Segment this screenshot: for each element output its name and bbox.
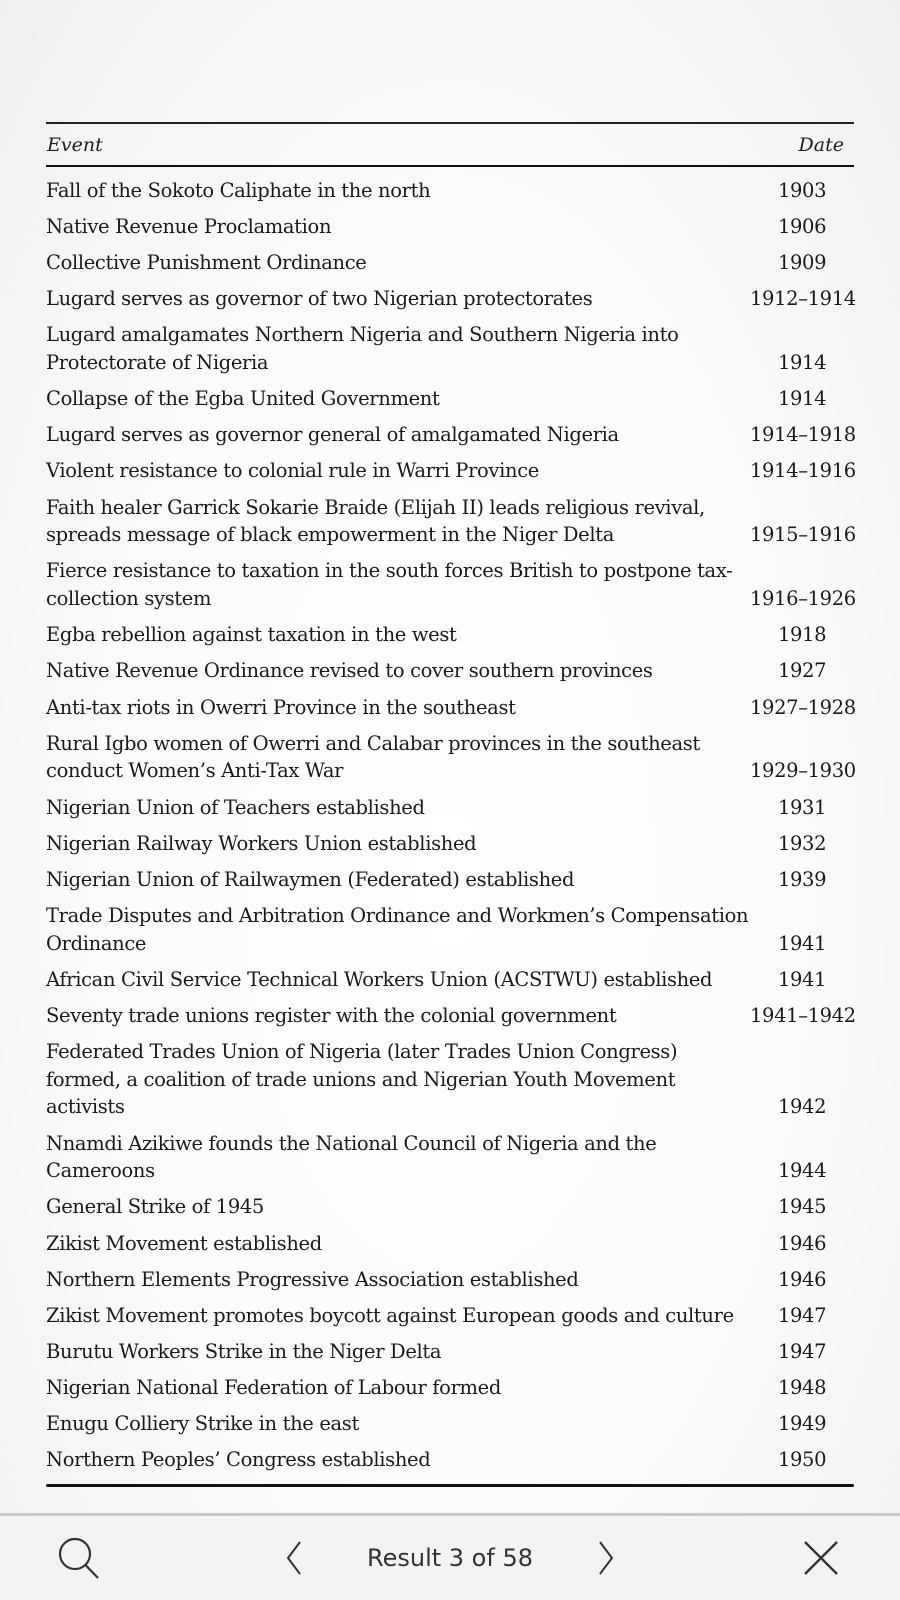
date-cell: 1914 [777, 387, 827, 411]
table-row [46, 457, 854, 485]
table-row [46, 694, 854, 722]
date-cell: 1915–1916 [750, 523, 856, 547]
table-row [46, 1446, 854, 1474]
date-cell: 1946 [777, 1267, 827, 1291]
table-row [46, 621, 854, 649]
event-cell: Enugu Colliery Strike in the east [46, 1412, 359, 1435]
table-row [46, 1230, 854, 1258]
event-cell: Zikist Movement established [46, 1231, 322, 1255]
date-cell: 1939 [777, 867, 827, 891]
event-cell: General Strike of 1945 [46, 1195, 264, 1219]
event-cell: Lugard serves as governor of two Nigerian protectorates [46, 287, 593, 311]
table-row [46, 1266, 854, 1294]
event-cell: Nigerian Railway Workers Union established [46, 831, 477, 855]
event-cell: Fierce resistance to taxation in the south forces British to postpone tax-collection system [46, 559, 733, 611]
event-cell: Burutu Workers Strike in the Niger Delta [46, 1339, 442, 1363]
date-cell: 1912–1914 [750, 287, 856, 311]
date-cell: 1944 [777, 1159, 827, 1183]
event-cell: Collapse of the Egba United Government [46, 387, 440, 411]
table-row [46, 213, 854, 241]
event-cell: Nigerian Union of Teachers established [46, 795, 425, 819]
date-cell: 1909 [777, 251, 827, 275]
result-counter: Result 3 of 58 [367, 1544, 533, 1572]
event-cell: Lugard serves as governor general of amalgamated Nigeria [46, 423, 619, 447]
table-bottom-rule [46, 1484, 854, 1487]
table-header [46, 124, 854, 165]
table-row [46, 285, 854, 313]
event-cell: Collective Punishment Ordinance [46, 251, 367, 275]
date-cell: 1941–1942 [750, 1003, 856, 1027]
date-cell: 1914–1918 [750, 423, 856, 447]
table-row [46, 1410, 854, 1438]
timeline-table [46, 122, 854, 1487]
next-result-button[interactable] [588, 1516, 624, 1600]
table-row [46, 421, 854, 449]
event-cell: Faith healer Garrick Sokarie Braide (Elijah II) leads religious revival, spreads message of black empowerment in the Niger Delta [46, 495, 705, 547]
date-cell: 1950 [777, 1448, 827, 1472]
table-row [46, 1130, 854, 1186]
date-cell: 1949 [777, 1412, 827, 1435]
table-row [46, 1374, 854, 1402]
table-row [46, 794, 854, 822]
table-row [46, 249, 854, 277]
table-row [46, 902, 854, 958]
event-cell: Fall of the Sokoto Caliphate in the north [46, 179, 431, 202]
date-cell: 1914 [777, 351, 827, 375]
event-cell: Anti-tax riots in Owerri Province in the southeast [46, 695, 516, 719]
search-icon [55, 1534, 103, 1582]
table-row [46, 1038, 854, 1121]
date-cell: 1916–1926 [750, 587, 856, 611]
date-cell: 1948 [777, 1375, 827, 1399]
date-cell: 1914–1916 [750, 459, 856, 483]
close-button[interactable] [796, 1516, 846, 1600]
table-row [46, 966, 854, 994]
date-cell: 1927 [777, 659, 827, 683]
close-icon [801, 1538, 841, 1578]
date-cell: 1946 [777, 1231, 827, 1255]
table-row [46, 1193, 854, 1221]
header-event: Event [47, 133, 103, 156]
table-row [46, 1002, 854, 1030]
event-cell: Northern Elements Progressive Association established [46, 1267, 579, 1291]
date-cell: 1931 [777, 795, 827, 819]
date-cell: 1942 [777, 1095, 827, 1119]
date-cell: 1929–1930 [750, 759, 856, 783]
date-cell: 1945 [777, 1195, 827, 1219]
event-cell: Nigerian National Federation of Labour formed [46, 1375, 502, 1399]
event-cell: Federated Trades Union of Nigeria (later Trades Union Congress) formed, a coalition of trade unions and Nigerian Youth Movement activists [46, 1039, 678, 1119]
table-row [46, 385, 854, 413]
table-row [46, 557, 854, 613]
date-cell: 1927–1928 [750, 695, 856, 719]
event-cell: Northern Peoples’ Congress established [46, 1448, 431, 1472]
event-cell: Native Revenue Ordinance revised to cover southern provinces [46, 659, 653, 683]
table-row [46, 1338, 854, 1366]
table-row [46, 866, 854, 894]
table-row [46, 1302, 854, 1330]
table-row [46, 730, 854, 786]
date-cell: 1903 [777, 179, 827, 202]
date-cell: 1947 [777, 1339, 827, 1363]
chevron-right-icon [594, 1538, 618, 1578]
table-row [46, 830, 854, 858]
search-results-toolbar [0, 1513, 900, 1600]
event-cell: Violent resistance to colonial rule in Warri Province [46, 459, 539, 483]
event-cell: Nigerian Union of Railwaymen (Federated) established [46, 867, 575, 891]
date-cell: 1941 [777, 931, 827, 955]
date-cell: 1918 [777, 623, 827, 647]
table-row [46, 494, 854, 550]
event-cell: Zikist Movement promotes boycott against European goods and culture [46, 1303, 734, 1327]
header-date: Date [798, 133, 844, 156]
table-row [46, 321, 854, 377]
event-cell: Lugard amalgamates Northern Nigeria and Southern Nigeria into Protectorate of Nigeria [46, 323, 679, 375]
event-cell: Egba rebellion against taxation in the west [46, 623, 457, 647]
previous-result-button[interactable] [276, 1516, 312, 1600]
table-row [46, 177, 854, 205]
date-cell: 1906 [777, 215, 827, 239]
table-row [46, 657, 854, 685]
event-cell: Seventy trade unions register with the colonial government [46, 1003, 617, 1027]
date-cell: 1941 [777, 967, 827, 991]
table-body [46, 167, 854, 1484]
event-cell: Rural Igbo women of Owerri and Calabar provinces in the southeast conduct Women’s Anti-Tax War [46, 731, 700, 783]
chevron-left-icon [282, 1538, 306, 1578]
event-cell: African Civil Service Technical Workers Union (ACSTWU) established [46, 967, 713, 991]
event-cell: Nnamdi Azikiwe founds the National Council of Nigeria and the Cameroons [46, 1131, 657, 1183]
date-cell: 1932 [777, 831, 827, 855]
search-button[interactable] [52, 1516, 106, 1600]
event-cell: Native Revenue Proclamation [46, 215, 332, 239]
date-cell: 1947 [777, 1303, 827, 1327]
event-cell: Trade Disputes and Arbitration Ordinance and Workmen’s Compensation Ordinance [46, 903, 749, 955]
